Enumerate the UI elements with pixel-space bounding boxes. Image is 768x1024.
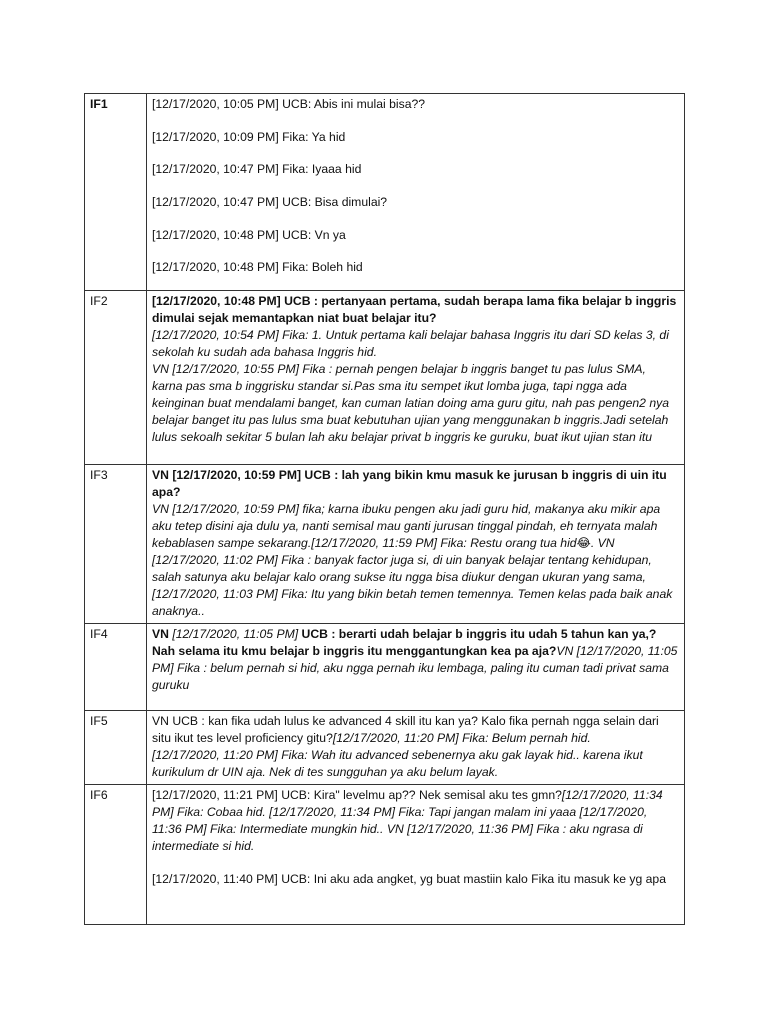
answer-text: [12/17/2020, 10:54 PM] Fika: 1. Untuk pertama kali belajar bahasa Inggris itu dari SD kelas 3, di sekolah ku sudah ada bahasa Inggris hid. bbox=[152, 328, 669, 359]
question-answer-text bbox=[152, 787, 679, 855]
row-content bbox=[147, 711, 685, 785]
row-content bbox=[147, 291, 685, 465]
chat-line: [12/17/2020, 10:47 PM] UCB: Bisa dimulai? bbox=[152, 195, 388, 210]
answer-text: VN [12/17/2020, 10:59 PM] fika; karna ibuku pengen aku jadi guru hid, makanya aku mikir apa aku tetep disini aja dulu ya, nanti semisal mau ganti jurusan tinggal pindah, eh ternyata malah kebablasen sampe sekarang.[12/17/2020, 11:59 PM] Fika: Restu orang tua hid😂. VN [12/17/2020, 11:02 PM] Fika : banyak factor juga si, di uin banyak belajar tentang kehidupan, salah satunya aku belajar kalo orang sukse itu ngga bisa diukur dengan ukuran yang sama, [12/17/2020, 11:03 PM] Fika: Itu yang bikin betah temen temennya. Temen kelas pada baik anak anaknya.. bbox=[152, 502, 673, 618]
answer-text: [12/17/2020, 11:20 PM] Fika: Belum pernah hid. bbox=[332, 731, 591, 745]
question-text: UCB : berarti udah belajar b inggris itu udah 5 tahun kan ya,? Nah selama itu kmu belajar b inggris itu menggantungkan kea pa aja? bbox=[152, 627, 657, 658]
row-content bbox=[147, 624, 685, 711]
table-row bbox=[85, 624, 685, 711]
table-row bbox=[85, 94, 685, 291]
closing-line: [12/17/2020, 11:40 PM] UCB: Ini aku ada angket, yg buat mastiin kalo Fika itu masuk ke yg apa bbox=[152, 871, 666, 886]
chat-line: [12/17/2020, 10:05 PM] UCB: Abis ini mulai bisa?? bbox=[152, 97, 426, 111]
row-code: IF1 bbox=[85, 94, 147, 291]
chat-line: [12/17/2020, 10:48 PM] Fika: Boleh hid bbox=[152, 260, 363, 275]
row-content bbox=[147, 465, 685, 624]
answer-text: [12/17/2020, 11:20 PM] Fika: Wah itu advanced sebenernya aku gak layak hid.. karena ikut kurikulum dr UIN aja. Nek di tes sungguhan ya aku belum layak. bbox=[152, 748, 643, 779]
question-answer-text bbox=[152, 713, 679, 747]
question-text: VN [12/17/2020, 10:59 PM] UCB : lah yang bikin kmu masuk ke jurusan b inggris di uin itu apa? bbox=[152, 468, 667, 499]
row-code: IF6 bbox=[85, 785, 147, 925]
table-row bbox=[85, 711, 685, 785]
row-code: IF3 bbox=[85, 465, 147, 624]
row-content bbox=[147, 785, 685, 925]
answer-text: [12/17/2020, 11:34 PM] Fika: Cobaa hid. [12/17/2020, 11:34 PM] Fika: Tapi jangan malam ini yaaa [12/17/2020, 11:36 PM] Fika: Intermediate mungkin hid.. VN [12/17/2020, 11:36 PM] Fika : aku ngrasa di intermediate si hid. bbox=[152, 788, 663, 853]
row-code: IF4 bbox=[85, 624, 147, 711]
row-code: IF5 bbox=[85, 711, 147, 785]
answer-text: VN [12/17/2020, 11:05 PM] Fika : belum pernah si hid, aku ngga pernah iku lembaga, paling itu cuman tadi privat sama guruku bbox=[152, 644, 678, 692]
table-row bbox=[85, 291, 685, 465]
chat-line: [12/17/2020, 10:09 PM] Fika: Ya hid bbox=[152, 129, 346, 144]
question-text: VN UCB : kan fika udah lulus ke advanced 4 skill itu kan ya? Kalo fika pernah ngga selain dari situ ikut tes level proficiency gitu? bbox=[152, 714, 659, 745]
row-code: IF2 bbox=[85, 291, 147, 465]
table-row bbox=[85, 785, 685, 925]
row-content bbox=[147, 94, 685, 291]
chat-line: [12/17/2020, 10:48 PM] UCB: Vn ya bbox=[152, 227, 346, 242]
answer-text: VN [12/17/2020, 10:55 PM] Fika : pernah pengen belajar b inggris banget tu pas lulus SMA, karna pas sma b inggrisku standar si.Pas sma itu sempet ikut lomba juga, tapi ngga ada keinginan buat mendalami banget, kan cuman latian doing ama guru gitu, nah pas pengen2 nya belajar banget itu pas lulus sma buat kebutuhan ujian yang menggunakan b inggris.Jadi setelah lulus sekoalh sekitar 5 bulan lah aku belajar privat b inggris ke guruku, buat ikut ujian stan itu bbox=[152, 362, 669, 444]
interview-transcript-table bbox=[84, 93, 685, 925]
vn-label: VN bbox=[152, 627, 169, 641]
chat-line: [12/17/2020, 10:47 PM] Fika: Iyaaa hid bbox=[152, 162, 362, 177]
question-text: [12/17/2020, 11:21 PM] UCB: Kira" levelmu ap?? Nek semisal aku tes gmn? bbox=[152, 788, 562, 802]
question-answer-text bbox=[152, 626, 679, 694]
table-row bbox=[85, 465, 685, 624]
timestamp: [12/17/2020, 11:05 PM] bbox=[172, 627, 299, 641]
question-text: [12/17/2020, 10:48 PM] UCB : pertanyaan pertama, sudah berapa lama fika belajar b inggris dimulai sejak memantapkan niat buat belajar itu? bbox=[152, 294, 677, 325]
